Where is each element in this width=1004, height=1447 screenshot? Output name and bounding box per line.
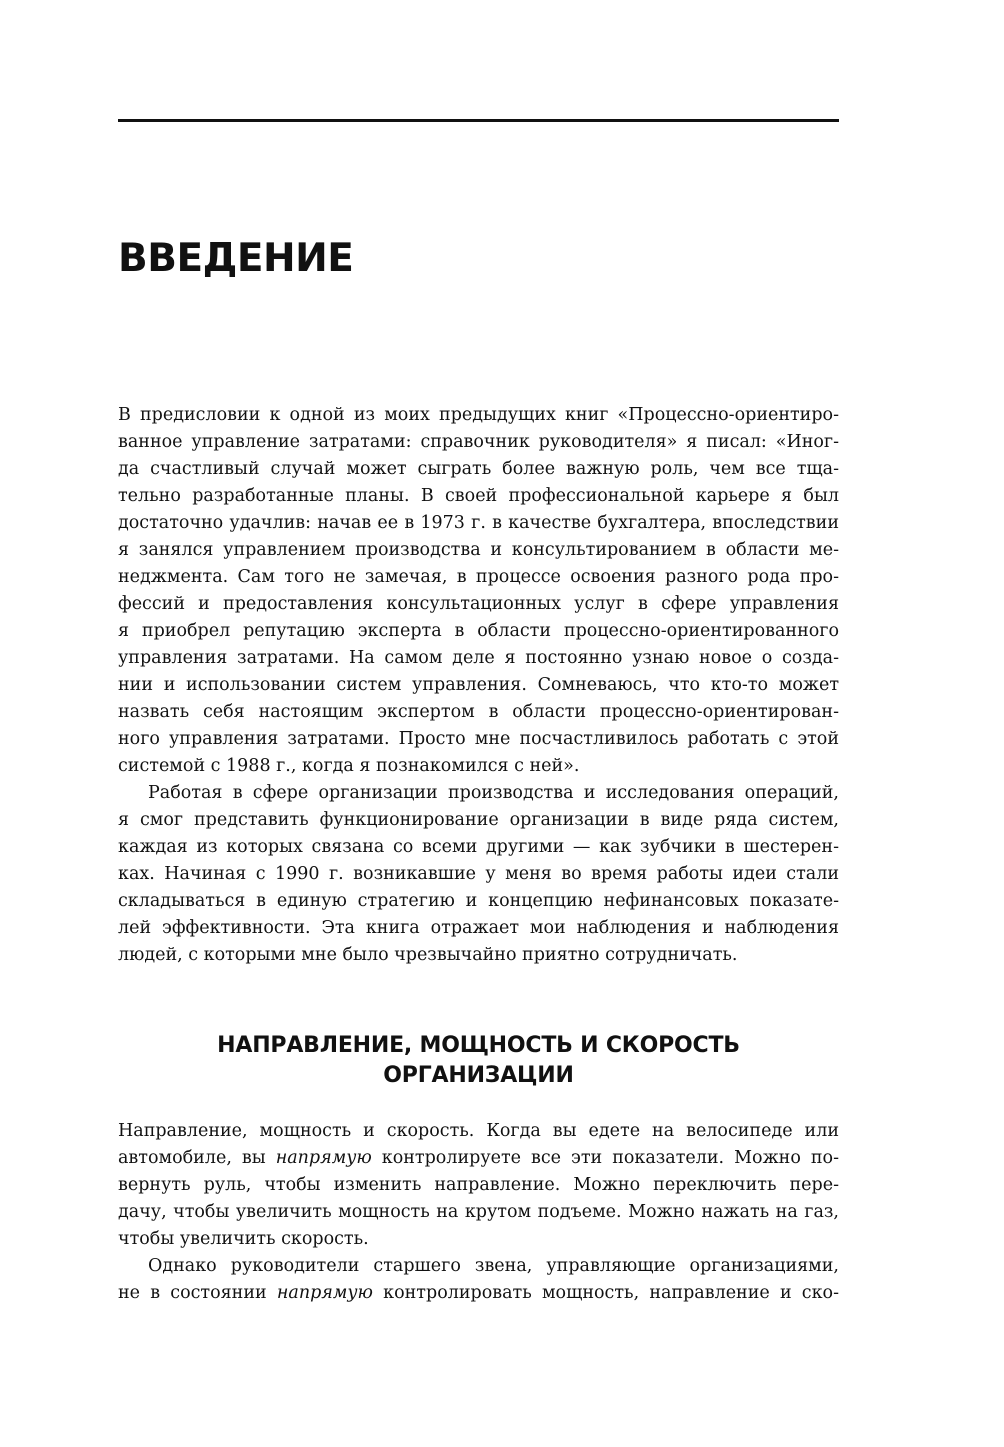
text-line: чтобы увеличить скорость. <box>118 1229 369 1249</box>
text-line <box>118 1280 839 1307</box>
text-line: ванное управление затратами: справочник руководителя» я писал: «Иног- <box>118 432 839 452</box>
text-line: дачу, чтобы увеличить мощность на крутом подъеме. Можно нажать на газ, <box>118 1202 839 1222</box>
text-line: я занялся управлением производства и консультированием в области ме- <box>118 540 839 560</box>
text-line: тельно разработанные планы. В своей профессиональной карьере я был <box>118 486 839 506</box>
intro-text <box>118 402 839 969</box>
text-line: Направление, мощность и скорость. Когда вы едете на велосипеде или <box>118 1121 839 1141</box>
section-paragraph-2 <box>118 1253 839 1307</box>
section-heading-line: ОРГАНИЗАЦИИ <box>383 1063 574 1088</box>
section-heading <box>118 1031 839 1091</box>
chapter-title: ВВЕДЕНИЕ <box>118 236 354 281</box>
text-line: неджмента. Сам того не замечая, в процессе освоения разного рода про- <box>118 567 839 587</box>
text-run: контролировать мощность, направление и ско- <box>372 1283 839 1303</box>
text-line: вернуть руль, чтобы изменить направление. Можно переключить пере- <box>118 1175 839 1195</box>
emphasis-text: напрямую <box>275 1148 372 1168</box>
intro-paragraph-2 <box>118 780 839 969</box>
text-line: лей эффективности. Эта книга отражает мои наблюдения и наблюдения <box>118 918 839 938</box>
text-line: Однако руководители старшего звена, управляющие организациями, <box>148 1256 839 1276</box>
section-heading-line: НАПРАВЛЕНИЕ, МОЩНОСТЬ И СКОРОСТЬ <box>217 1033 740 1058</box>
text-line: я приобрел репутацию эксперта в области процессно-ориентированного <box>118 621 839 641</box>
text-line: людей, с которыми мне было чрезвычайно приятно сотрудничать. <box>118 945 738 965</box>
emphasis-text: напрямую <box>276 1283 373 1303</box>
section-paragraph-1 <box>118 1118 839 1253</box>
intro-paragraph-1 <box>118 402 839 780</box>
text-line: да счастливый случай может сыграть более важную роль, чем все тща- <box>118 459 839 479</box>
text-run: не в состоянии <box>118 1283 277 1303</box>
text-line: Работая в сфере организации производства и исследования операций, <box>148 783 839 803</box>
text-line: ного управления затратами. Просто мне посчастливилось работать с этой <box>118 729 839 749</box>
text-line: фессий и предоставления консультационных услуг в сфере управления <box>118 594 839 614</box>
text-line: управления затратами. На самом деле я постоянно узнаю новое о созда- <box>118 648 839 668</box>
text-line: назвать себя настоящим экспертом в области процессно-ориентирован- <box>118 702 839 722</box>
text-line: я смог представить функционирование организации в виде ряда систем, <box>118 810 839 830</box>
top-rule <box>118 119 839 122</box>
text-line <box>118 1145 839 1172</box>
text-line: нии и использовании систем управления. Сомневаюсь, что кто-то может <box>118 675 839 695</box>
text-run: автомобиле, вы <box>118 1148 276 1168</box>
section-text <box>118 1118 839 1307</box>
text-line: достаточно удачлив: начав ее в 1973 г. в качестве бухгалтера, впоследствии <box>118 513 839 533</box>
text-line: системой с 1988 г., когда я познакомился с ней». <box>118 756 580 776</box>
text-line: В предисловии к одной из моих предыдущих книг «Процессно-ориентиро- <box>118 405 839 425</box>
text-line: складываться в единую стратегию и концепцию нефинансовых показате- <box>118 891 839 911</box>
text-run: контролируете все эти показатели. Можно по- <box>371 1148 840 1168</box>
text-line: каждая из которых связана со всеми другими — как зубчики в шестерен- <box>118 837 839 857</box>
text-line: ках. Начиная с 1990 г. возникавшие у меня во время работы идеи стали <box>118 864 839 884</box>
